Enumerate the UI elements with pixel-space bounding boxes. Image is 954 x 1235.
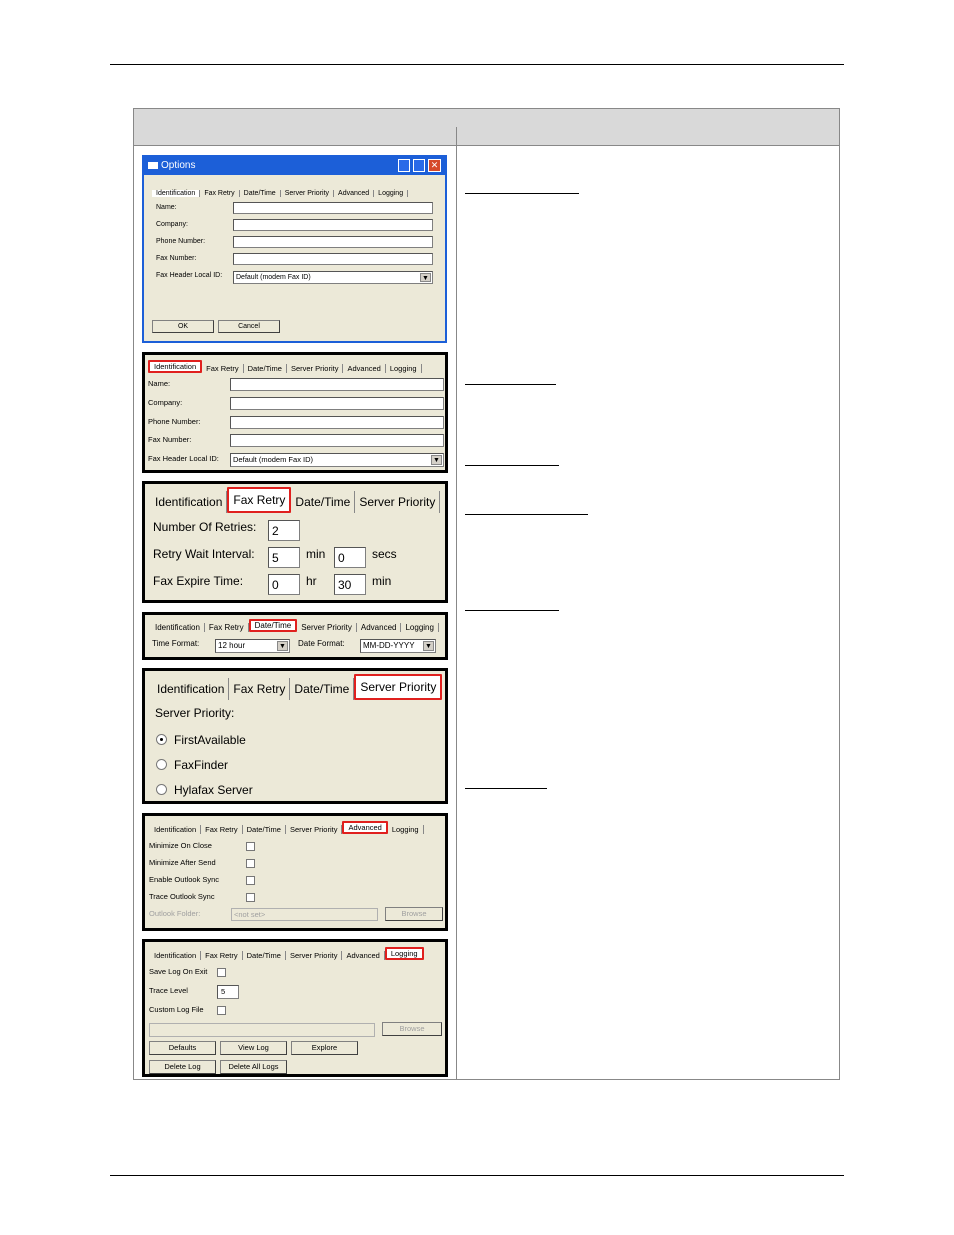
tab-date-time[interactable]: Date/Time bbox=[290, 678, 354, 700]
server-priority-panel bbox=[142, 668, 448, 804]
tab-server-priority[interactable]: Server Priority bbox=[297, 623, 357, 632]
chevron-down-icon[interactable]: ▼ bbox=[431, 455, 442, 465]
footer-rule bbox=[110, 1175, 844, 1176]
tab-identification[interactable]: Identification bbox=[151, 623, 205, 632]
radio-hylafax-server[interactable] bbox=[156, 784, 167, 795]
delete-all-logs-button[interactable]: Delete All Logs bbox=[220, 1060, 287, 1074]
logging-panel bbox=[142, 939, 448, 1077]
tab-server-priority[interactable]: Server Priority bbox=[286, 951, 343, 960]
tab-advanced[interactable]: Advanced bbox=[342, 951, 384, 960]
date-format-label: Date Format: bbox=[298, 639, 345, 648]
cancel-button[interactable]: Cancel bbox=[218, 320, 280, 333]
phone-number-label: Phone Number: bbox=[156, 238, 206, 245]
tab-fax-retry[interactable]: Fax Retry bbox=[201, 951, 243, 960]
fax-header-label: Fax Header Local ID: bbox=[156, 272, 223, 279]
tab-logging[interactable]: Logging bbox=[388, 825, 424, 834]
tab-server-priority[interactable]: Server Priority bbox=[287, 364, 344, 373]
name-field[interactable] bbox=[230, 378, 444, 391]
custom-log-checkbox[interactable] bbox=[217, 1006, 226, 1015]
identification-tab-strip bbox=[148, 359, 422, 373]
window-title: Options bbox=[161, 160, 196, 171]
fax-header-select[interactable] bbox=[230, 453, 444, 467]
expire-hr-field[interactable]: 0 bbox=[268, 574, 300, 595]
faxfinder-label: FaxFinder bbox=[174, 758, 229, 772]
custom-log-path-field bbox=[149, 1023, 375, 1037]
company-field[interactable] bbox=[233, 219, 433, 231]
hylafax-server-label: Hylafax Server bbox=[174, 783, 253, 797]
description-link-6[interactable] bbox=[465, 788, 547, 789]
table-header-row bbox=[134, 127, 839, 146]
company-field[interactable] bbox=[230, 397, 444, 410]
tab-fax-retry[interactable]: Fax Retry bbox=[227, 487, 291, 513]
tab-date-time[interactable]: Date/Time bbox=[243, 825, 286, 834]
fax-header-select[interactable] bbox=[233, 271, 433, 284]
description-link-3[interactable] bbox=[465, 465, 559, 466]
first-available-label: FirstAvailable bbox=[174, 733, 246, 747]
tab-date-time[interactable]: Date/Time bbox=[244, 364, 287, 373]
fax-retry-panel bbox=[142, 481, 448, 603]
radio-faxfinder[interactable] bbox=[156, 759, 167, 770]
tab-logging[interactable]: Logging bbox=[385, 947, 424, 960]
tab-date-time[interactable]: Date/Time bbox=[291, 491, 355, 513]
tab-advanced[interactable]: Advanced bbox=[334, 190, 374, 197]
description-link-1[interactable] bbox=[465, 193, 579, 194]
custom-log-label: Custom Log File bbox=[149, 1005, 204, 1014]
tab-fax-retry[interactable]: Fax Retry bbox=[202, 364, 244, 373]
date-time-panel bbox=[142, 612, 448, 660]
browse-button: Browse bbox=[385, 907, 443, 921]
trace-outlook-sync-label: Trace Outlook Sync bbox=[149, 892, 215, 901]
view-log-button[interactable]: View Log bbox=[220, 1041, 287, 1055]
fax-number-label: Fax Number: bbox=[156, 255, 197, 262]
time-format-label: Time Format: bbox=[152, 639, 200, 648]
tab-server-priority[interactable]: Server Priority bbox=[286, 825, 343, 834]
company-label: Company: bbox=[156, 221, 188, 228]
name-field[interactable] bbox=[233, 202, 433, 214]
tab-logging[interactable]: Logging bbox=[386, 364, 422, 373]
table-title-row bbox=[134, 109, 839, 128]
tab-identification[interactable]: Identification bbox=[152, 190, 200, 197]
wait-secs-unit: secs bbox=[372, 547, 397, 561]
tab-fax-retry[interactable]: Fax Retry bbox=[205, 623, 249, 632]
phone-number-field[interactable] bbox=[230, 416, 444, 429]
tab-logging[interactable]: Logging bbox=[401, 623, 438, 632]
tab-server-priority[interactable]: Server Priority bbox=[281, 190, 334, 197]
tab-identification[interactable]: Identification bbox=[148, 360, 202, 373]
tab-identification[interactable]: Identification bbox=[150, 951, 201, 960]
chevron-down-icon[interactable]: ▼ bbox=[423, 641, 434, 651]
tab-identification[interactable]: Identification bbox=[151, 491, 227, 513]
maximize-icon[interactable] bbox=[413, 159, 425, 172]
save-log-label: Save Log On Exit bbox=[149, 967, 208, 976]
tab-server-priority[interactable]: Server Priority bbox=[355, 491, 440, 513]
tab-advanced[interactable]: Advanced bbox=[357, 623, 402, 632]
explore-button[interactable]: Explore bbox=[291, 1041, 358, 1055]
description-link-4[interactable] bbox=[465, 514, 588, 515]
expire-hr-unit: hr bbox=[306, 574, 317, 588]
tab-fax-retry[interactable]: Fax Retry bbox=[229, 678, 290, 700]
tab-logging[interactable]: Logging bbox=[374, 190, 408, 197]
retries-field[interactable]: 2 bbox=[268, 520, 300, 541]
fax-header-value: Default (modem Fax ID) bbox=[236, 274, 311, 281]
column-separator bbox=[456, 146, 457, 1080]
tab-identification[interactable]: Identification bbox=[150, 825, 201, 834]
date-time-tab-strip bbox=[151, 619, 439, 632]
fax-number-field[interactable] bbox=[233, 253, 433, 265]
tab-date-time[interactable]: Date/Time bbox=[240, 190, 281, 197]
name-label: Name: bbox=[148, 379, 171, 388]
outlook-folder-label: Outlook Folder: bbox=[149, 909, 201, 918]
description-link-2[interactable] bbox=[465, 384, 556, 385]
fax-header-label: Fax Header Local ID: bbox=[148, 454, 219, 463]
fax-number-label: Fax Number: bbox=[148, 435, 192, 444]
logging-tab-strip bbox=[150, 946, 424, 960]
server-priority-heading: Server Priority: bbox=[155, 706, 235, 720]
wait-min-field[interactable]: 5 bbox=[268, 547, 300, 568]
fax-number-field[interactable] bbox=[230, 434, 444, 447]
delete-log-button[interactable]: Delete Log bbox=[149, 1060, 216, 1074]
advanced-panel bbox=[142, 813, 448, 931]
date-format-select[interactable] bbox=[360, 639, 436, 653]
title-bar bbox=[144, 157, 445, 175]
tab-date-time[interactable]: Date/Time bbox=[243, 951, 286, 960]
identification-panel bbox=[142, 352, 448, 473]
close-icon[interactable]: ✕ bbox=[428, 159, 441, 172]
defaults-button[interactable]: Defaults bbox=[149, 1041, 216, 1055]
tab-identification[interactable]: Identification bbox=[153, 678, 229, 700]
expire-min-field[interactable]: 30 bbox=[334, 574, 366, 595]
retries-label: Number Of Retries: bbox=[153, 520, 257, 534]
save-log-checkbox[interactable] bbox=[217, 968, 226, 977]
wait-label: Retry Wait Interval: bbox=[153, 547, 255, 561]
tab-fax-retry[interactable]: Fax Retry bbox=[201, 825, 243, 834]
minimize-on-close-label: Minimize On Close bbox=[149, 841, 212, 850]
ok-button[interactable]: OK bbox=[152, 320, 214, 333]
minimize-icon[interactable] bbox=[398, 159, 410, 172]
wait-min-unit: min bbox=[306, 547, 326, 561]
minimize-on-close-checkbox[interactable] bbox=[246, 842, 255, 851]
enable-outlook-sync-label: Enable Outlook Sync bbox=[149, 875, 220, 884]
trace-level-label: Trace Level bbox=[149, 986, 188, 995]
server-priority-tab-strip bbox=[153, 674, 442, 700]
enable-outlook-sync-checkbox[interactable] bbox=[246, 876, 255, 885]
tab-fax-retry[interactable]: Fax Retry bbox=[200, 190, 239, 197]
header-rule bbox=[110, 64, 844, 65]
company-label: Company: bbox=[148, 398, 183, 407]
description-link-5[interactable] bbox=[465, 610, 559, 611]
outlook-folder-field: <not set> bbox=[231, 908, 378, 921]
phone-number-field[interactable] bbox=[233, 236, 433, 248]
time-format-select[interactable] bbox=[215, 639, 290, 653]
chevron-down-icon[interactable]: ▼ bbox=[420, 273, 431, 282]
fax-header-value: Default (modem Fax ID) bbox=[233, 455, 314, 464]
tab-date-time[interactable]: Date/Time bbox=[249, 619, 298, 632]
window-icon bbox=[148, 162, 158, 169]
log-browse-button: Browse bbox=[382, 1022, 442, 1036]
expire-label: Fax Expire Time: bbox=[153, 574, 244, 588]
tab-advanced[interactable]: Advanced bbox=[343, 364, 385, 373]
fax-retry-tab-strip bbox=[151, 487, 440, 513]
trace-outlook-sync-checkbox[interactable] bbox=[246, 893, 255, 902]
options-tab-strip bbox=[152, 185, 408, 197]
chevron-down-icon[interactable]: ▼ bbox=[277, 641, 288, 651]
time-format-value: 12 hour bbox=[218, 641, 246, 650]
phone-number-label: Phone Number: bbox=[148, 417, 201, 426]
advanced-tab-strip bbox=[150, 820, 424, 834]
name-label: Name: bbox=[156, 204, 177, 211]
minimize-after-send-label: Minimize After Send bbox=[149, 858, 216, 867]
tab-advanced[interactable]: Advanced bbox=[342, 821, 387, 834]
radio-first-available[interactable] bbox=[156, 734, 167, 745]
date-format-value: MM-DD-YYYY bbox=[363, 641, 415, 650]
trace-level-field[interactable]: 5 bbox=[217, 985, 239, 999]
tab-server-priority[interactable]: Server Priority bbox=[354, 674, 442, 700]
wait-secs-field[interactable]: 0 bbox=[334, 547, 366, 568]
options-window bbox=[142, 155, 447, 343]
minimize-after-send-checkbox[interactable] bbox=[246, 859, 255, 868]
expire-min-unit: min bbox=[372, 574, 392, 588]
